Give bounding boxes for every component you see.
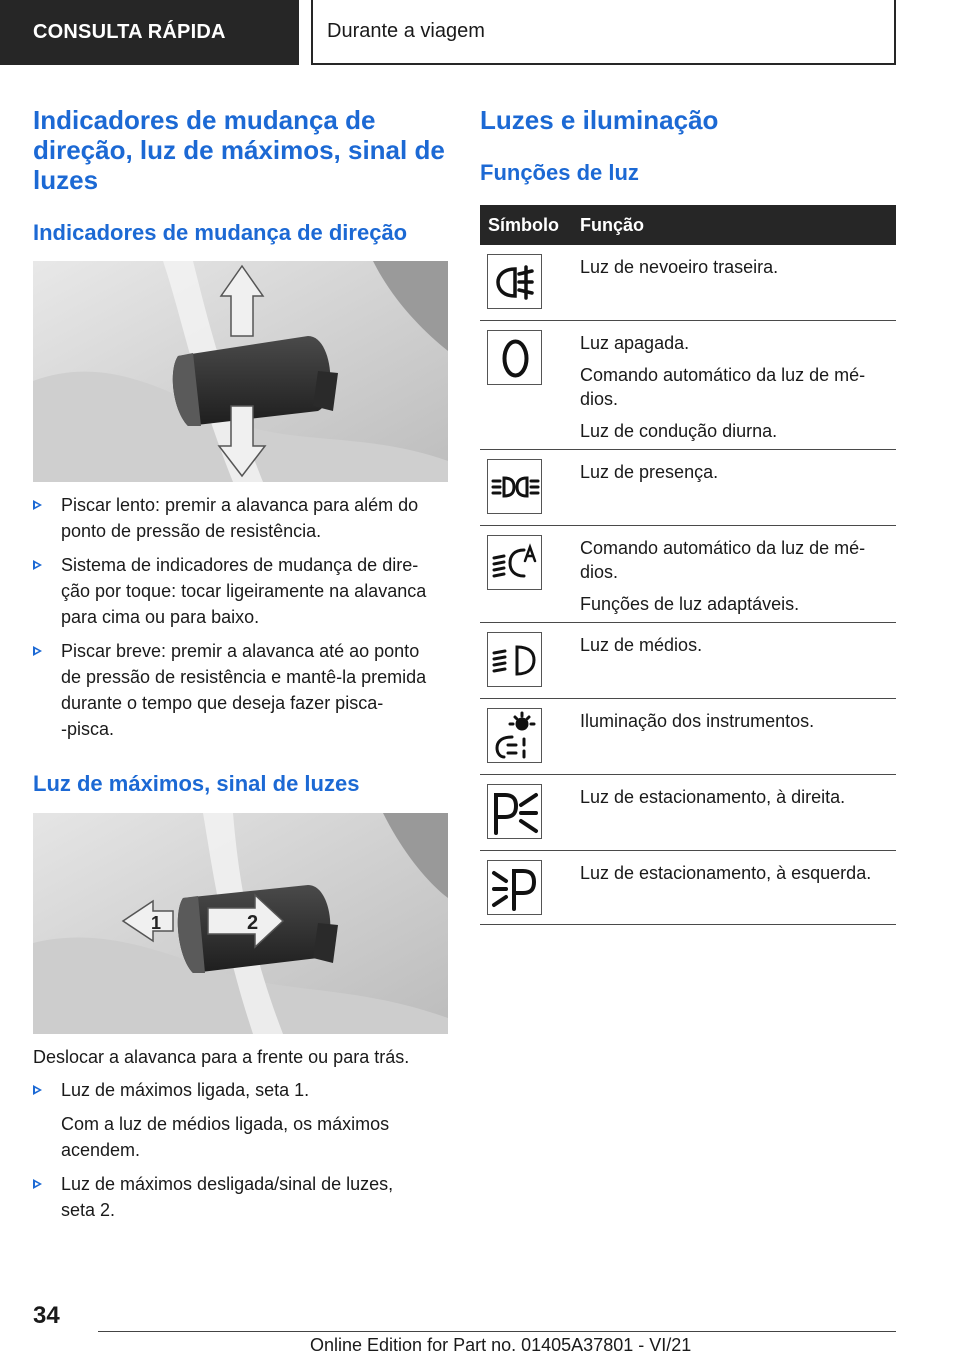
bullet-triangle-icon — [33, 646, 42, 656]
rear-fog-light-icon — [487, 254, 542, 309]
low-beam-icon — [487, 632, 542, 687]
list-item-note: Com a luz de médios ligada, os máximos acendem. — [61, 1114, 390, 1160]
table-row: Luz de estacionamento, à direita. — [480, 775, 896, 851]
list-item: Piscar breve: premir a alavanca até ao ponto de pressão de resistência e mantê-la premida durante o tempo que deseja fazer pisca- -pisca. — [33, 638, 453, 742]
arrow-label-2: 2 — [247, 912, 259, 934]
list-item: Piscar lento: premir a alavanca para além do ponto de pressão de resistência. — [33, 492, 453, 544]
list-item: Sistema de indicadores de mudança de dire- ção por toque: tocar ligeiramente na alavanca para cima ou para baixo. — [33, 552, 453, 630]
parking-lights-icon — [487, 459, 542, 514]
table-row: Luz de estacionamento, à esquerda. — [480, 851, 896, 925]
footer-edition: Online Edition for Part no. 01405A37801 - VI/21 — [310, 1335, 692, 1355]
table-row: Luz de presença. — [480, 450, 896, 526]
bullet-triangle-icon — [33, 1085, 42, 1095]
subtitle-turn-signals: Indicadores de mudança de direção — [33, 220, 408, 245]
table-row: Luz apagada. Comando automático da luz de mé- dios. Luz de condução diurna. — [480, 321, 896, 450]
list-item: Luz de máximos desligada/sinal de luzes, seta 2. — [33, 1171, 453, 1223]
list-item: Luz de máximos ligada, seta 1. — [33, 1077, 453, 1103]
lights-off-icon — [487, 330, 542, 385]
table-row: Iluminação dos instrumentos. — [480, 699, 896, 775]
subtitle-high-beam: Luz de máximos, sinal de luzes — [33, 771, 360, 796]
bullet-triangle-icon — [33, 1179, 42, 1189]
lights-title: Luzes e iluminação — [480, 105, 719, 135]
arrow-label-1: 1 — [151, 913, 162, 933]
bullet-triangle-icon — [33, 500, 42, 510]
table-row: Luz de médios. — [480, 623, 896, 699]
section-title: Indicadores de mudança de direção, luz de máximos, sinal de luzes — [33, 105, 445, 195]
table-row: Comando automático da luz de mé- dios. Funções de luz adaptáveis. — [480, 526, 896, 623]
high-beam-instructions — [33, 1077, 453, 1223]
turn-signal-instructions — [33, 492, 453, 742]
bullet-triangle-icon — [33, 560, 42, 570]
turn-signal-lever-image — [33, 261, 448, 482]
table-row: Luz de nevoeiro traseira. — [480, 245, 896, 321]
instrument-lighting-icon — [487, 708, 542, 763]
light-functions-table — [480, 205, 896, 925]
parking-light-left-icon — [487, 860, 542, 915]
col-symbol: Símbolo — [488, 214, 559, 235]
section-tab: CONSULTA RÁPIDA — [0, 0, 299, 65]
page-number: 34 — [33, 1302, 60, 1329]
footer-divider — [98, 1331, 896, 1332]
high-beam-intro: Deslocar a alavanca para a frente ou para trás. — [33, 1047, 410, 1067]
auto-headlight-icon — [487, 535, 542, 590]
chapter-tab: Durante a viagem — [311, 0, 896, 65]
parking-light-right-icon — [487, 784, 542, 839]
lights-subtitle: Funções de luz — [480, 160, 639, 185]
col-function: Função — [580, 214, 645, 235]
table-header — [480, 205, 896, 245]
high-beam-lever-image — [33, 813, 448, 1034]
